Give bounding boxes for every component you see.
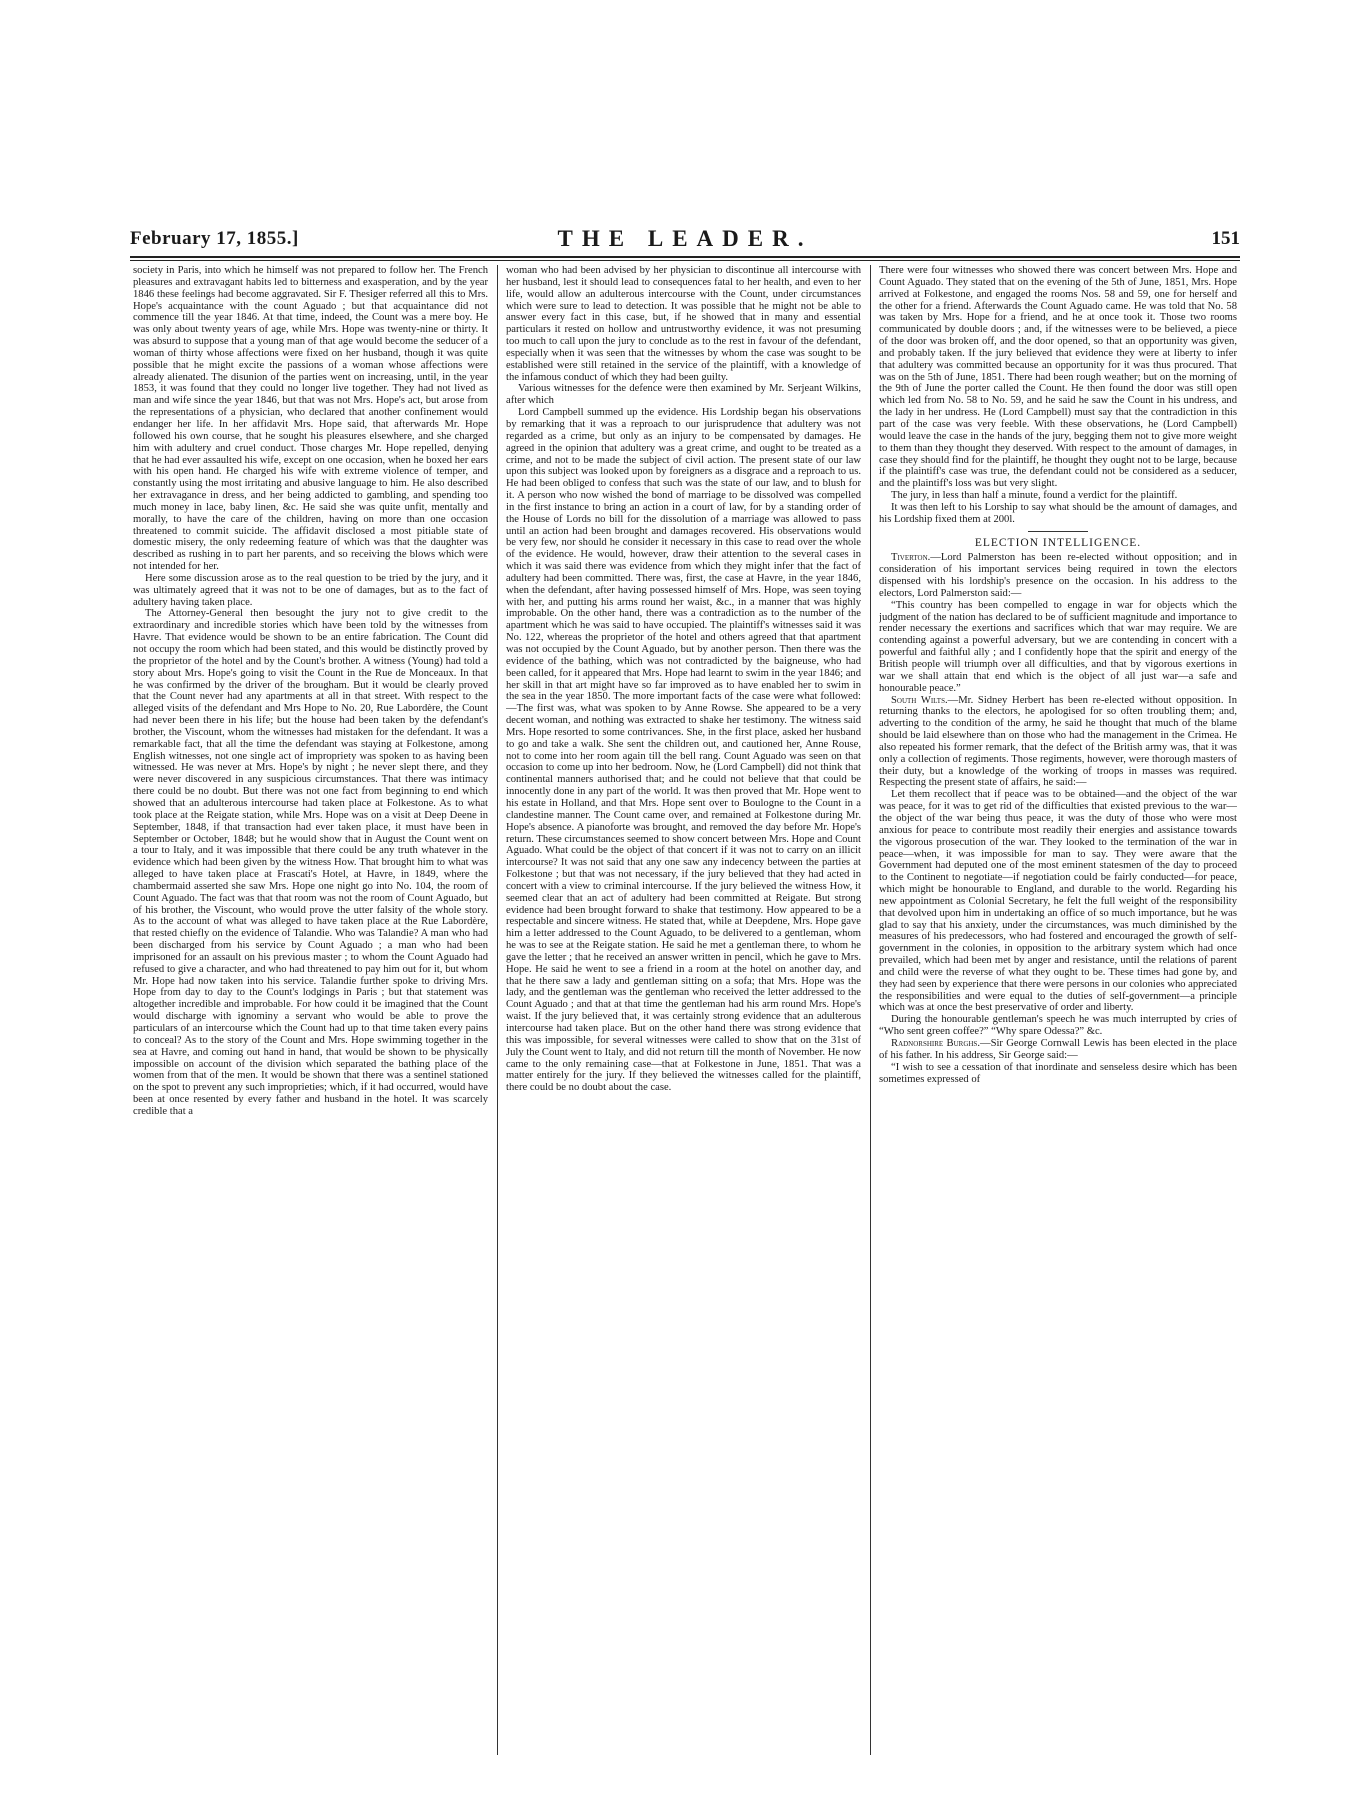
- lead-in: South Wilts.: [891, 694, 948, 706]
- issue-date: February 17, 1855.]: [130, 228, 299, 249]
- paragraph: The Attorney-General then besought the jury not to give credit to the extraordinary and incredible stories which have been told by the witnesses from Havre. That evidence would be shown to be an entire fabrication. The Count did not occupy the room which had been stated, and this would be distinctly proved by the proprietor of the hotel and by the Count's brother. A witness (Young) had told a story about Mrs. Hope's going to visit the Count in the Rue de Monceaux. In that he was confirmed by the driver of the brougham. But it would be clearly proved that the Count never had any apartments at all in that street. With respect to the alleged visits of the defendant and Mrs Hope to No. 20, Rue Labordère, the Count had never been there in his life; but the house had been taken by the defendant's brother, the Viscount, whom the witnesses had mistaken for the defendant. It was a remarkable fact, that all the time the defendant was staying at Folkestone, among English witnesses, not one single act of impropriety was spoken to as having been witnessed. He was never at Mrs. Hope's by night ; he never slept there, and they were never discovered in any suspicious circumstances. That there was intimacy there could be no doubt. But there was not one fact from beginning to end which showed that an adulterous intercourse had taken place at Folkestone. As to what took place at the Reigate station, while Mrs. Hope was on a visit at Deep Deene in September, 1848, if that transaction had ever taken place, it must have been in September or October, 1848; but he would show that in August the Count went on a tour to Italy, and it was impossible that there could be any truth whatever in the evidence which had been given by the witness How. That brought him to what was alleged to have taken place at Frascati's Hotel, at Havre, in 1849, where the chambermaid asserted she saw Mrs. Hope one night go into No. 104, the room of Count Aguado. The fact was that that room was not the room of Count Aguado, but of his brother, the Viscount, who would prove the utter falsity of the whole story. As to the account of what was alleged to have taken place at the Rue Labordère, that rested chiefly on the evidence of Talandie. Who was Talandie? A man who had been discharged from his service by Count Aguado ; a man who had been imprisoned for an assault on his previous master ; to whom the Count Aguado had refused to give a character, and who had threatened to pay him out for it, but whom Mr. Hope had now taken into his service. Talandie further spoke to driving Mrs. Hope from day to day to the Count's lodgings in Paris ; but that statement was altogether incredible and improbable. For how could it be imagined that the Count would discharge with ignominy a servant who would be able to prove the particulars of an intercourse which the Count had up to that time taken every pains to conceal? As to the story of the Count and Mrs. Hope swimming together in the sea at Havre, and coming out hand in hand, that would be shown to be physically impossible on account of the division which separated the bathing place of the women from that of the men. It would be shown that there was a sentinel stationed on the spot to prevent any such improprieties; which, if it had occurred, would have been at once resented by every father and husband in the hotel. It was scarcely credible that a: [133, 608, 488, 1117]
- paragraph: Lord Campbell summed up the evidence. His Lordship began his observations by remarking that it was a reproach to our jurisprudence that adultery was not regarded as a crime, but only as an injury to be compensated by damages. He agreed in the opinion that adultery was a great crime, and ought to be treated as a crime, and not to be made the subject of civil action. The present state of our law upon this subject was looked upon by foreigners as a disgrace and a reproach to us. He had been obliged to confess that such was the state of our law, and to blush for it. A person who now wished the bond of marriage to be dissolved was compelled in the first instance to bring an action in a court of law, for by a standing order of the House of Lords no bill for the dissolution of a marriage was allowed to pass until an action had been brought and damages recovered. His observations would be very few, nor should he consider it necessary in this case to read over the whole of the evidence. He would, however, draw their attention to the several cases in which it was said there was evidence from which they might infer that the fact of adultery had been committed. There was, first, the case at Havre, in the year 1846, when the defendant, after having possessed himself of Mrs. Hope, was seen toying with her, and putting his arms round her waist, &c., in a manner that was highly improbable. On the other hand, there was a contradiction as to the number of the apartment which he was said to have occupied. The plaintiff's witnesses said it was No. 122, whereas the proprietor of the hotel and others agreed that that apartment was not occupied by the Count Aguado, but by another person. Then there was the evidence of the bathing, which was not contradicted by the baigneuse, who had been called, for it appeared that Mrs. Hope had learnt to swim in the year 1846; and her skill in that art might have so far improved as to have enabled her to swim in the sea in the year 1850. The more important facts of the case were what followed:—The first was, what was spoken to by Anne Rowse. She appeared to be a very decent woman, and nothing was extracted to shake her testimony. The witness said Mrs. Hope resorted to some contrivances. She, in the first place, asked her husband to go and take a walk. She sent the children out, and cautioned her, Anne Rouse, not to come into her room again till the bell rang. Count Aguado was seen on that occasion to come up into her bedroom. Now, he (Lord Campbell) did not think that continental manners authorised that; and he could not believe that that could be innocently done in any part of the world. It was then proved that Mr. Hope went to his estate in Holland, and that Mrs. Hope sent over to Boulogne to the Count in a clandestine manner. The Count came over, and remained at Folkestone during Mr. Hope's absence. A pianoforte was brought, and removed the day before Mr. Hope's return. These circumstances seemed to show concert between Mrs. Hope and Count Aguado. What could be the object of that concert if it was not to carry on an illicit intercourse? It was not said that any one saw any indecency between the parties at Folkestone ; but that was not necessary, if the jury believed that they had acted in concert with a view to criminal intercourse. If the jury believed the witness How, it seemed clear that an act of adultery had been committed at Reigate. But strong evidence had been brought forward to shake that testimony. How appeared to be a respectable and sincere witness. He stated that, while at Deepdene, Mrs. Hope gave him a letter addressed to the Count Aguado, to be delivered to a gentleman, whom he was to see at the Reigate station. He said he met a gentleman there, to whom he gave the letter ; that he received an answer written in pencil, which he gave to Mrs. Hope. He said he went to see a friend in a room at the hotel on another day, and that he there saw a lady and gentleman sitting on a sofa; that Mrs. Hope was the lady, and the gentleman was the gentleman who received the letter addressed to the Count Aguado ; and that at that time the gentleman had his arm round Mrs. Hope's waist. If the jury believed that, it was certainly strong evidence that an adulterous intercourse had taken place. But on the other hand there was strong evidence that this was impossible, for several witnesses were called to show that on the 31st of July the Count went to Italy, and did not return till the month of November. He now came to the only remaining case—that at Folkestone in June, 1851. That was a matter entirely for the jury. If they believed the witnesses called for the plaintiff, there could be no doubt about the case.: [506, 407, 861, 1094]
- quotation: Let them recollect that if peace was to be obtained—and the object of the war was peace, for it was to get rid of the difficulties that existed previous to the war—the object of the war being thus peace, it was the duty of those who were most anxious for peace to contribute most readily their energies and assistance towards the vigorous prosecution of the war. They looked to the termination of the war in peace—when, it was impossible for man to say. They were aware that the Government had deputed one of the most eminent statesmen of the day to proceed to the Continent to negotiate—if negotiation could be fairly conducted—for peace, which might be honourable to England, and durable to the world. Regarding his new appointment as Colonial Secretary, he felt the full weight of the responsibility that devolved upon him in undertaking an office of so much importance, but he was glad to say that his anxiety, under the circumstances, was much diminished by the measures of his predecessors, who had fostered and encouraged the growth of self-government in the colonies, in opposition to the arbitrary system which had once prevailed, which had been met by anger and resistance, until the relations of parent and child were the reverse of what they ought to be. These times had gone by, and they had seen by experience that there were persons in our colonies who appreciated the responsibilities and were equal to the duties of self-government—a principle which was at once the best preservative of order and liberty.: [879, 789, 1237, 1014]
- quotation: “I wish to see a cessation of that inordinate and senseless desire which has been sometimes expressed of: [879, 1061, 1237, 1085]
- lead-in: Tiverton.: [891, 552, 931, 564]
- paragraph: woman who had been advised by her physician to discontinue all intercourse with her husband, lest it should lead to consequences fatal to her health, and even to her life, would allow an adulterous intercourse with the Count, under circumstances which were sure to lead to detection. It was possible that he might not be able to answer every fact in this case, but, if he showed that in many and essential particulars it rested on hollow and untrustworthy evidence, it was not presuming too much to call upon the jury to conclude as to the rest in favour of the defendant, especially when it was seen that the witnesses by whom the case was sought to be established were still retained in the service of the plaintiff, with a knowledge of the infamous conduct of which they had been guilty.: [506, 265, 861, 383]
- paragraph-text: —Sir George Cornwall Lewis has been elected in the place of his father. In his address, Sir George said:—: [879, 1038, 1237, 1061]
- lead-in: Radnorshire Burghs.: [891, 1038, 980, 1049]
- paragraph: [879, 695, 1237, 790]
- quotation: “This country has been compelled to engage in war for objects which the judgment of the nation has declared to be of sufficient magnitude and importance to render necessary the exertions and sacrifices which that war may require. We are contending against a powerful adversary, but we are contending in concert with a powerful and faithful ally ; and I confidently hope that the spirit and energy of the British people will triumph over all difficulties, and that by vigorous exertions in war we shall attain that end which is the object of all just war—a safe and honourable peace.”: [879, 599, 1237, 694]
- paragraph: It was then left to his Lorship to say what should be the amount of damages, and his Lordship fixed them at 200l.: [879, 501, 1237, 525]
- paragraph: [879, 1038, 1237, 1062]
- column-3: [879, 265, 1237, 1760]
- section-divider: [1028, 531, 1088, 532]
- section-title: ELECTION INTELLIGENCE.: [974, 536, 1142, 549]
- column-1: [133, 265, 488, 1760]
- paragraph-text: —Mr. Sidney Herbert has been re-elected without opposition. In returning thanks to the electors, he apologised for so often troubling them; and, adverting to the condition of the army, he said he thought that much of the blame should be laid elsewhere than on those who had the management in the Crimea. He also repeated his former remark, that the defect of the British army was, that it was only a collection of regiments. Those regiments, however, were thorough masters of their duty, but a knowledge of the working of troops in masses was required. Respecting the present state of affairs, he said:—: [879, 694, 1237, 789]
- masthead: [130, 228, 1240, 258]
- column-2: [506, 265, 861, 1760]
- paragraph: Here some discussion arose as to the real question to be tried by the jury, and it was ultimately agreed that it was not to be one of damages, but as to the fact of adultery having taken place.: [133, 572, 488, 608]
- column-divider: [497, 265, 498, 1755]
- paragraph: society in Paris, into which he himself was not prepared to follow her. The French pleasures and extravagant habits led to bitterness and exasperation, and by the year 1846 these feelings had become aggravated. Sir F. Thesiger referred all this to Mrs. Hope's acquaintance with the count Aguado ; but that acquaintance did not commence till the year 1846. At that time, indeed, the Count was a mere boy. He was only about twenty years of age, while Mrs. Hope was twenty-nine or thirty. It was absurd to suppose that a young man of that age would become the seducer of a woman of thirty whose affections were fixed on her husband, though it was quite possible that he might excite the passions of a woman whose affections were already alienated. The disunion of the parties went on increasing, until, in the year 1853, it was found that they could no longer live together. They had not lived as man and wife since the year 1846, but that was not Mrs. Hope's act, but arose from the representations of a physician, who declared that another confinement would endanger her life. In her affidavit Mrs. Hope said, that afterwards Mr. Hope followed his own course, that he sought his pleasures elsewhere, and she charged him with adultery and cruel conduct. Those charges Mr. Hope repelled, denying that he had ever assaulted his wife, except on one occasion, when he boxed her ears with his open hand. He charged his wife with extreme violence of temper, and constantly using the most irritating and abusive language to him. He also described her extravagance in dress, and her being addicted to gambling, and spending too much money in lace, baby linen, &c. He said she was quite unfit, mentally and morally, to have the care of the children, having on more than one occasion threatened to commit suicide. The affidavit disclosed a most pitiable state of domestic misery, the only redeeming feature of which was that the daughter was described as rushing in to part her parents, and so receiving the blows which were not intended for her.: [133, 265, 488, 573]
- newspaper-title: THE LEADER.: [557, 226, 813, 251]
- page-number: 151: [1211, 228, 1240, 249]
- header-rule: [130, 256, 1240, 258]
- paragraph: [879, 552, 1237, 599]
- column-divider: [870, 265, 871, 1755]
- paragraph: There were four witnesses who showed there was concert between Mrs. Hope and Count Aguado. They stated that on the evening of the 5th of June, 1851, Mrs. Hope arrived at Folkestone, and engaged the rooms Nos. 58 and 59, one for herself and the other for a friend. Afterwards the Count Aguado came. He was told that No. 58 was taken by Mrs. Hope for a friend, and he at once took it. Those two rooms communicated by double doors ; and, if the witnesses were to be believed, a piece of the door was broken off, and the door opened, so that an opportunity was given, and probably taken. If the jury believed that evidence they were at liberty to infer that adultery was committed because an opportunity for it was thus procured. That was on the 5th of June, 1851. There had been rough weather; but on the morning of the 9th of June the porter called the Count. He then found the door was still open which led from No. 58 to No. 59, and he said he saw the Count in his undress, and the lady in her undress. He (Lord Campbell) must say that the contradiction in this part of the case was very feeble. With these observations, he (Lord Campbell) would leave the case in the hands of the jury, begging them not to give more weight to them than they thought they deserved. With respect to the amount of damages, in case they should find for the plaintiff, he thought they ought not to be large, because if the plaintiff's case was true, the defendant could not be considered as a seducer, and the plaintiff's loss was but very slight.: [879, 265, 1237, 490]
- paragraph: Various witnesses for the defence were then examined by Mr. Serjeant Wilkins, after which: [506, 383, 861, 407]
- paragraph: During the honourable gentleman's speech he was much interrupted by cries of “Who sent green coffee?” “Why spare Odessa?” &c.: [879, 1014, 1237, 1038]
- paragraph-text: —Lord Palmerston has been re-elected without opposition; and in consideration of his important services being required in town the electors dispensed with his lordship's presence on the occasion. In his address to the electors, Lord Palmerston said:—: [879, 552, 1237, 599]
- paragraph: The jury, in less than half a minute, found a verdict for the plaintiff.: [891, 490, 1178, 502]
- header-rule-thin: [130, 260, 1240, 261]
